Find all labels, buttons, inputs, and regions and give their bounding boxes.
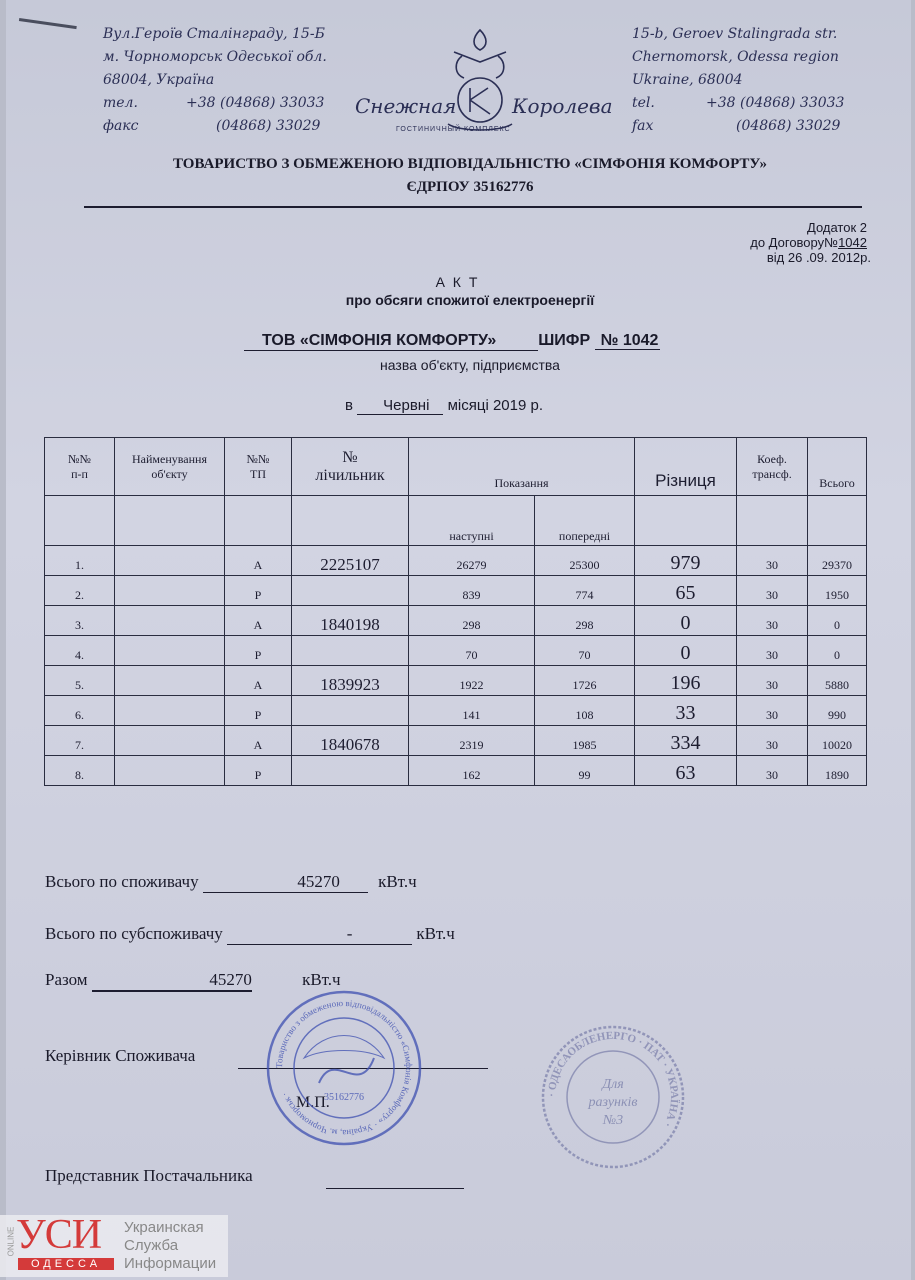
watermark-city: ОДЕССА xyxy=(18,1258,114,1270)
object-caption: назва об'єкту, підприємства xyxy=(380,357,560,373)
row-tp: А xyxy=(225,546,292,576)
company-seal-icon xyxy=(264,988,424,1148)
company-logo xyxy=(350,22,610,142)
row-coefficient: 30 xyxy=(737,606,808,636)
supplier-stamp-ring-text: · ОДЕСАОБЛЕНЕРГО · ПАТ · УКРАЇНА · xyxy=(545,1029,681,1129)
row-total: 29370 xyxy=(808,546,867,576)
row-difference: 334 xyxy=(635,726,737,756)
logo-subtitle: ГОСТИНИЧНЫЙ КОМПЛЕКС xyxy=(396,126,511,133)
total-sub-label: Всього по субспоживачу xyxy=(45,924,223,943)
row-difference: 65 xyxy=(635,576,737,606)
header-name: Найменування об'єкту xyxy=(115,438,225,496)
row-number: 4. xyxy=(45,636,115,666)
total-consumer-label: Всього по споживачу xyxy=(45,872,199,891)
watermark-line-3: Информации xyxy=(124,1255,217,1272)
row-number: 2. xyxy=(45,576,115,606)
row-meter-number xyxy=(292,756,409,786)
company-name: ТОВАРИСТВО З ОБМЕЖЕНОЮ ВІДПОВІДАЛЬНІСТЮ «СІМФОНІЯ КОМФОРТУ» xyxy=(173,156,767,172)
header-next: наступні xyxy=(409,496,535,546)
header-tp: №№ ТП xyxy=(225,438,292,496)
header-num: №№ п-п xyxy=(45,438,115,496)
row-tp: Р xyxy=(225,636,292,666)
row-object-name xyxy=(115,546,225,576)
table-row xyxy=(45,726,867,756)
row-coefficient: 30 xyxy=(737,666,808,696)
row-tp: А xyxy=(225,726,292,756)
row-object-name xyxy=(115,756,225,786)
watermark-side-text: ONLINE xyxy=(6,1226,16,1257)
row-coefficient: 30 xyxy=(737,696,808,726)
supplier-signature-line xyxy=(326,1188,464,1189)
row-tp: Р xyxy=(225,756,292,786)
letterhead-fax-ua: (04868) 33029 xyxy=(216,118,321,134)
row-object-name xyxy=(115,726,225,756)
table-row xyxy=(45,666,867,696)
row-meter-number: 1840198 xyxy=(292,606,409,636)
row-reading-next: 1922 xyxy=(409,666,535,696)
row-reading-next: 298 xyxy=(409,606,535,636)
total-sum-unit: кВт.ч xyxy=(302,970,341,989)
header-coef: Коеф. трансф. xyxy=(737,438,808,496)
row-coefficient: 30 xyxy=(737,726,808,756)
row-tp: Р xyxy=(225,696,292,726)
table-row xyxy=(45,636,867,666)
table-row xyxy=(45,546,867,576)
row-total: 1890 xyxy=(808,756,867,786)
watermark-line-1: Украинская xyxy=(124,1219,204,1236)
row-difference: 33 xyxy=(635,696,737,726)
cipher-value: № 1042 xyxy=(595,332,661,350)
letterhead-address-en-3: Ukraine, 68004 xyxy=(632,72,743,88)
row-reading-next: 839 xyxy=(409,576,535,606)
letterhead-address-en-1: 15-b, Geroev Stalingrada str. xyxy=(632,26,838,42)
table-header-row xyxy=(45,438,867,496)
svg-text:Товариство з обмеженою відпові xyxy=(274,998,414,1138)
row-object-name xyxy=(115,576,225,606)
month-suffix: місяці 2019 р. xyxy=(447,397,543,414)
total-sub-value: - xyxy=(346,924,353,943)
letterhead-address-en-2: Chernomorsk, Odessa region xyxy=(632,49,839,65)
table-row xyxy=(45,756,867,786)
row-reading-prev: 1726 xyxy=(535,666,635,696)
row-reading-next: 26279 xyxy=(409,546,535,576)
row-difference: 979 xyxy=(635,546,737,576)
month-prefix: в xyxy=(345,397,353,414)
company-edrpou: ЄДРПОУ 35162776 xyxy=(406,179,534,195)
supplier-stamp-icon xyxy=(538,1022,688,1172)
seal-label: М.П. xyxy=(296,1094,330,1111)
table-body xyxy=(45,546,867,786)
total-consumer-value: 45270 xyxy=(297,872,340,891)
letterhead-tel-ua: +38 (04868) 33033 xyxy=(186,95,325,111)
row-meter-number: 2225107 xyxy=(292,546,409,576)
table-subheader-row xyxy=(45,496,867,546)
row-tp: Р xyxy=(225,576,292,606)
row-reading-next: 70 xyxy=(409,636,535,666)
total-consumer-line xyxy=(45,872,417,893)
company-seal-code: 35162776 xyxy=(324,1092,364,1103)
row-reading-prev: 70 xyxy=(535,636,635,666)
letterhead-address-ua-1: Вул.Героїв Сталінграду, 15-Б xyxy=(103,26,325,42)
letterhead-tel-label-en: tel. xyxy=(632,95,655,111)
row-tp: А xyxy=(225,606,292,636)
row-reading-prev: 298 xyxy=(535,606,635,636)
total-sub-unit: кВт.ч xyxy=(416,924,455,943)
crown-monogram-icon xyxy=(350,22,610,142)
company-seal-ring-text: Товариство з обмеженою відповідальністю «Симфонія Комфорту» · Україна, м. Чорноморськ · xyxy=(273,997,415,1139)
header-meter: № лічильник xyxy=(292,438,409,496)
header-diff: Різниця xyxy=(635,438,737,496)
row-coefficient: 30 xyxy=(737,756,808,786)
row-reading-next: 2319 xyxy=(409,726,535,756)
row-total: 1950 xyxy=(808,576,867,606)
row-number: 5. xyxy=(45,666,115,696)
supplier-signature-label: Представник Постачальника xyxy=(45,1166,253,1185)
letterhead-fax-label-en: fax xyxy=(632,118,654,134)
row-coefficient: 30 xyxy=(737,636,808,666)
head-signature-label: Керівник Споживача xyxy=(45,1046,196,1065)
row-total: 990 xyxy=(808,696,867,726)
supplier-stamp-line-3: №3 xyxy=(602,1113,624,1128)
table-row xyxy=(45,576,867,606)
appendix-line-2 xyxy=(750,235,867,250)
row-tp: А xyxy=(225,666,292,696)
appendix-contract-prefix: до Договору№ xyxy=(750,235,839,250)
row-object-name xyxy=(115,636,225,666)
row-number: 3. xyxy=(45,606,115,636)
cipher-label: ШИФР xyxy=(538,332,591,349)
row-total: 10020 xyxy=(808,726,867,756)
row-total: 0 xyxy=(808,636,867,666)
supplier-stamp-line-2: разунків xyxy=(588,1095,638,1110)
act-title: А К Т xyxy=(435,274,480,290)
supplier-stamp xyxy=(538,1022,688,1172)
table-row xyxy=(45,696,867,726)
row-number: 8. xyxy=(45,756,115,786)
object-name: ТОВ «СІМФОНІЯ КОМФОРТУ» xyxy=(244,332,502,351)
row-reading-prev: 99 xyxy=(535,756,635,786)
header-prev: попередні xyxy=(535,496,635,546)
row-number: 6. xyxy=(45,696,115,726)
row-object-name xyxy=(115,666,225,696)
act-subtitle: про обсяги спожитої електроенергії xyxy=(345,292,595,308)
letterhead-tel-en: +38 (04868) 33033 xyxy=(706,95,845,111)
row-difference: 63 xyxy=(635,756,737,786)
row-reading-prev: 1985 xyxy=(535,726,635,756)
consumption-table xyxy=(44,437,867,786)
header-total: Всього xyxy=(808,438,867,496)
watermark-logo: УСИ xyxy=(16,1212,102,1258)
supplier-stamp-line-1: Для xyxy=(602,1077,624,1092)
month-value: Червні xyxy=(357,397,443,415)
row-number: 1. xyxy=(45,546,115,576)
object-name-line xyxy=(244,332,660,351)
logo-text-right: Королева xyxy=(512,94,613,118)
row-meter-number xyxy=(292,576,409,606)
row-meter-number xyxy=(292,696,409,726)
row-total: 5880 xyxy=(808,666,867,696)
letterhead-divider xyxy=(84,206,862,208)
appendix-line-3: від 26 .09. 2012р. xyxy=(766,250,871,265)
company-seal-stamp xyxy=(264,988,424,1148)
row-number: 7. xyxy=(45,726,115,756)
row-object-name xyxy=(115,606,225,636)
total-sub-line xyxy=(45,924,455,945)
total-sum-label: Разом xyxy=(45,970,88,989)
row-coefficient: 30 xyxy=(737,546,808,576)
row-reading-next: 141 xyxy=(409,696,535,726)
row-difference: 196 xyxy=(635,666,737,696)
appendix-contract-no: 1042 xyxy=(838,235,867,250)
month-line xyxy=(345,397,543,415)
row-difference: 0 xyxy=(635,606,737,636)
letterhead-address-ua-2: м. Чорноморськ Одеської обл. xyxy=(103,49,327,65)
row-coefficient: 30 xyxy=(737,576,808,606)
letterhead-tel-label-ua: тел. xyxy=(103,95,138,111)
row-total: 0 xyxy=(808,606,867,636)
row-meter-number: 1840678 xyxy=(292,726,409,756)
row-reading-prev: 108 xyxy=(535,696,635,726)
letterhead-fax-label-ua: факс xyxy=(103,118,139,134)
appendix-line-1: Додаток 2 xyxy=(807,220,867,235)
row-meter-number: 1839923 xyxy=(292,666,409,696)
usi-watermark xyxy=(0,1212,228,1277)
row-meter-number xyxy=(292,636,409,666)
watermark-line-2: Служба xyxy=(124,1237,179,1254)
logo-text-left: Снежная xyxy=(355,94,457,118)
row-object-name xyxy=(115,696,225,726)
row-reading-prev: 25300 xyxy=(535,546,635,576)
table-row xyxy=(45,606,867,636)
row-reading-prev: 774 xyxy=(535,576,635,606)
row-difference: 0 xyxy=(635,636,737,666)
total-consumer-unit: кВт.ч xyxy=(378,872,417,891)
header-readings: Показання xyxy=(409,438,635,496)
total-sum-value: 45270 xyxy=(209,970,252,989)
row-reading-next: 162 xyxy=(409,756,535,786)
letterhead-fax-en: (04868) 33029 xyxy=(736,118,841,134)
letterhead-address-ua-3: 68004, Україна xyxy=(103,72,215,88)
